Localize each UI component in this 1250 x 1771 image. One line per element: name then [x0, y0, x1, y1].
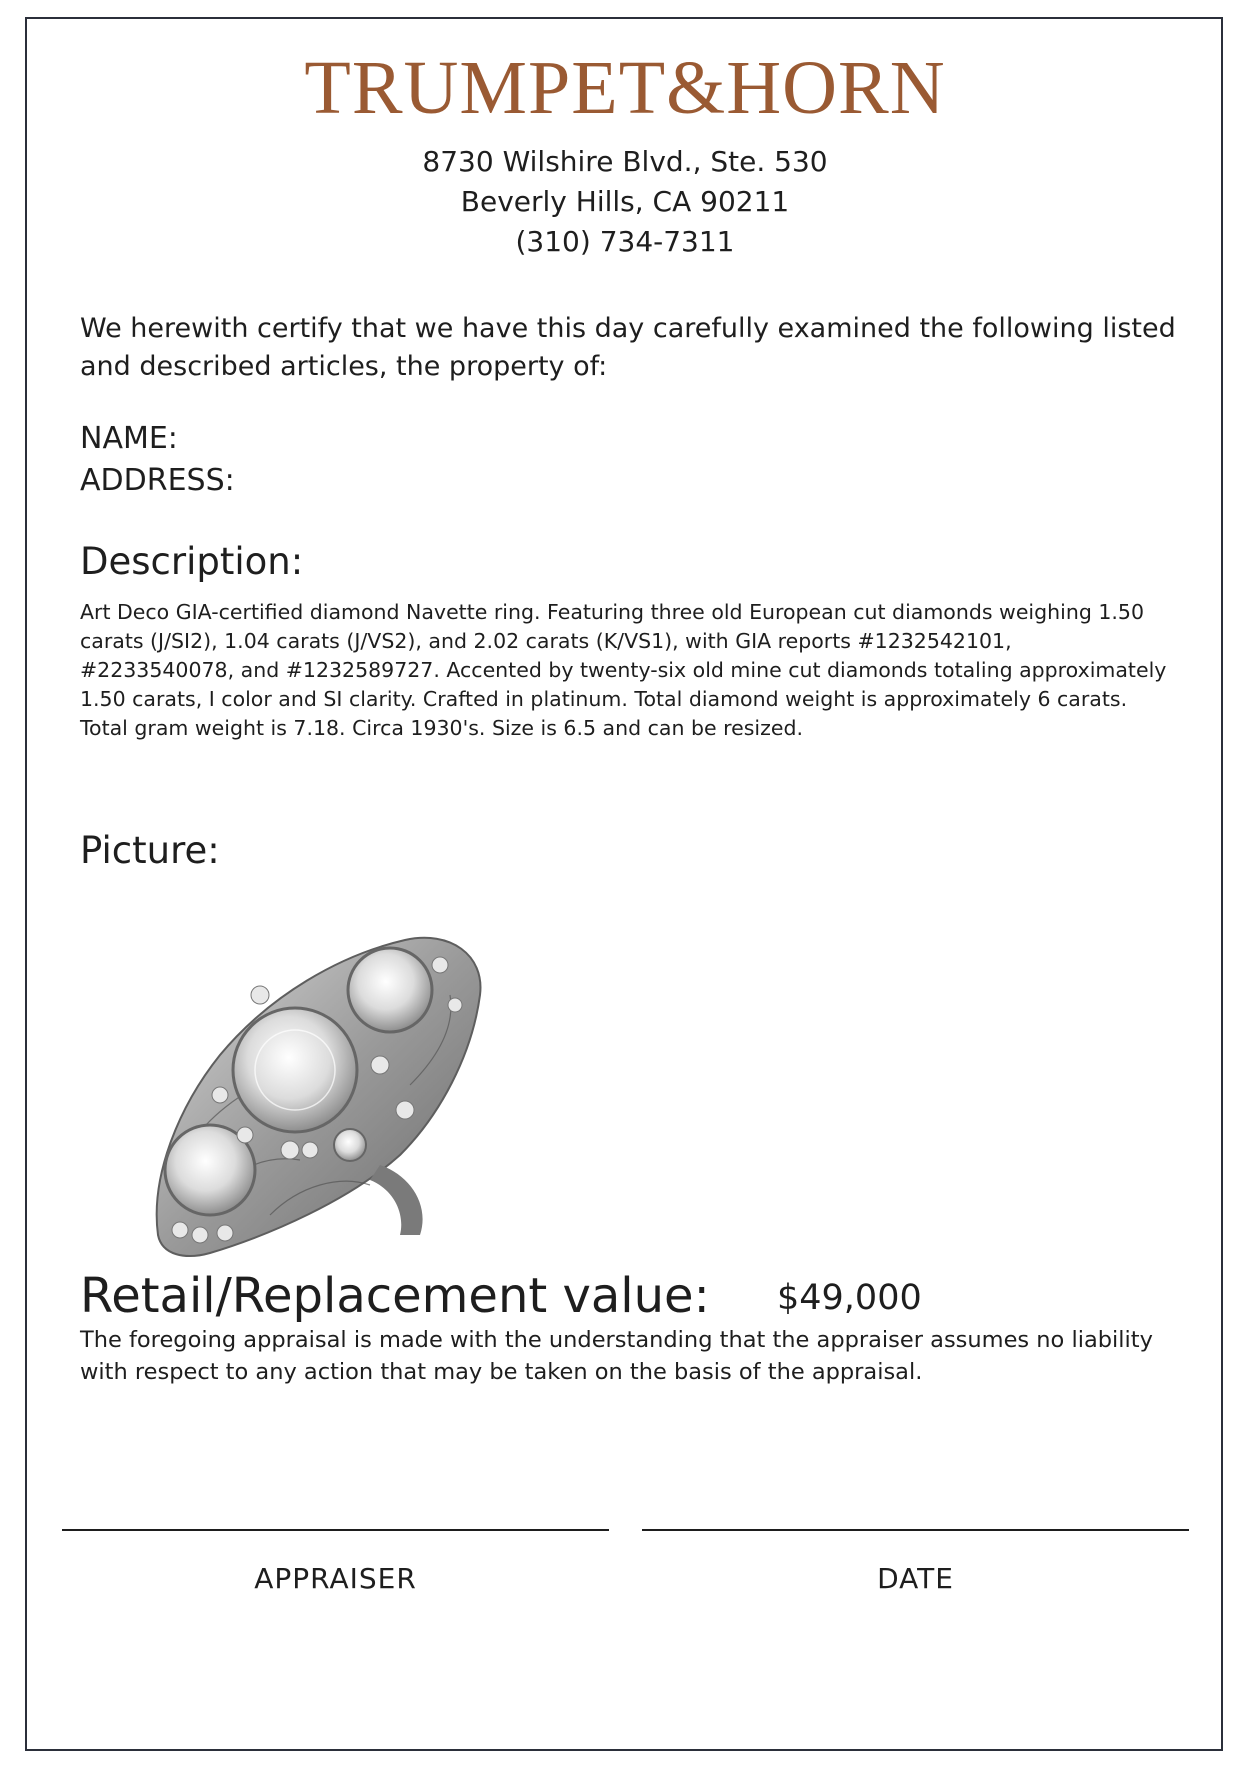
brand-logo: TRUMPET&HORN: [304, 46, 946, 130]
appraiser-label: APPRAISER: [254, 1562, 417, 1595]
disclaimer-text: The foregoing appraisal is made with the understanding that the appraiser assumes no liability with respect to any action that may be taken on the basis of the appraisal.: [80, 1327, 1153, 1385]
date-label: DATE: [877, 1562, 954, 1595]
diamond-top: [348, 948, 432, 1032]
owner-address-label: ADDRESS:: [80, 463, 235, 498]
certification-statement: We herewith certify that we have this day carefully examined the following listed and described articles, the property of:: [80, 313, 1176, 382]
diamond-center: [233, 1008, 357, 1132]
picture-heading: Picture:: [80, 829, 220, 872]
accent-diamond: [334, 1129, 366, 1161]
value-label: Retail/Replacement value:: [80, 1268, 710, 1324]
address-line-1: 8730 Wilshire Blvd., Ste. 530: [422, 145, 828, 178]
ring-photo: [150, 935, 495, 1260]
description-text: Art Deco GIA-certified diamond Navette ring. Featuring three old European cut diamonds weighing 1.50 carats (J/SI2), 1.04 carats (J/VS2), and 2.02 carats (K/VS1), with GIA reports #1232542101, #2233540078, and #1232589727. Accented by twenty-six old mine cut diamonds totaling approximately 1.50 carats, I color and SI clarity. Crafted in platinum. Total diamond weight is approximately 6 carats. Total gram weight is 7.18. Circa 1930's. Size is 6.5 and can be resized.: [80, 600, 1167, 740]
address-line-2: Beverly Hills, CA 90211: [460, 185, 790, 218]
phone-number: (310) 734-7311: [515, 225, 735, 258]
value-amount: $49,000: [777, 1278, 922, 1318]
owner-name-label: NAME:: [80, 421, 178, 456]
document-border: [25, 17, 1223, 1751]
date-signature-line[interactable]: [642, 1529, 1189, 1531]
appraiser-signature-line[interactable]: [62, 1529, 609, 1531]
description-heading: Description:: [80, 540, 304, 583]
